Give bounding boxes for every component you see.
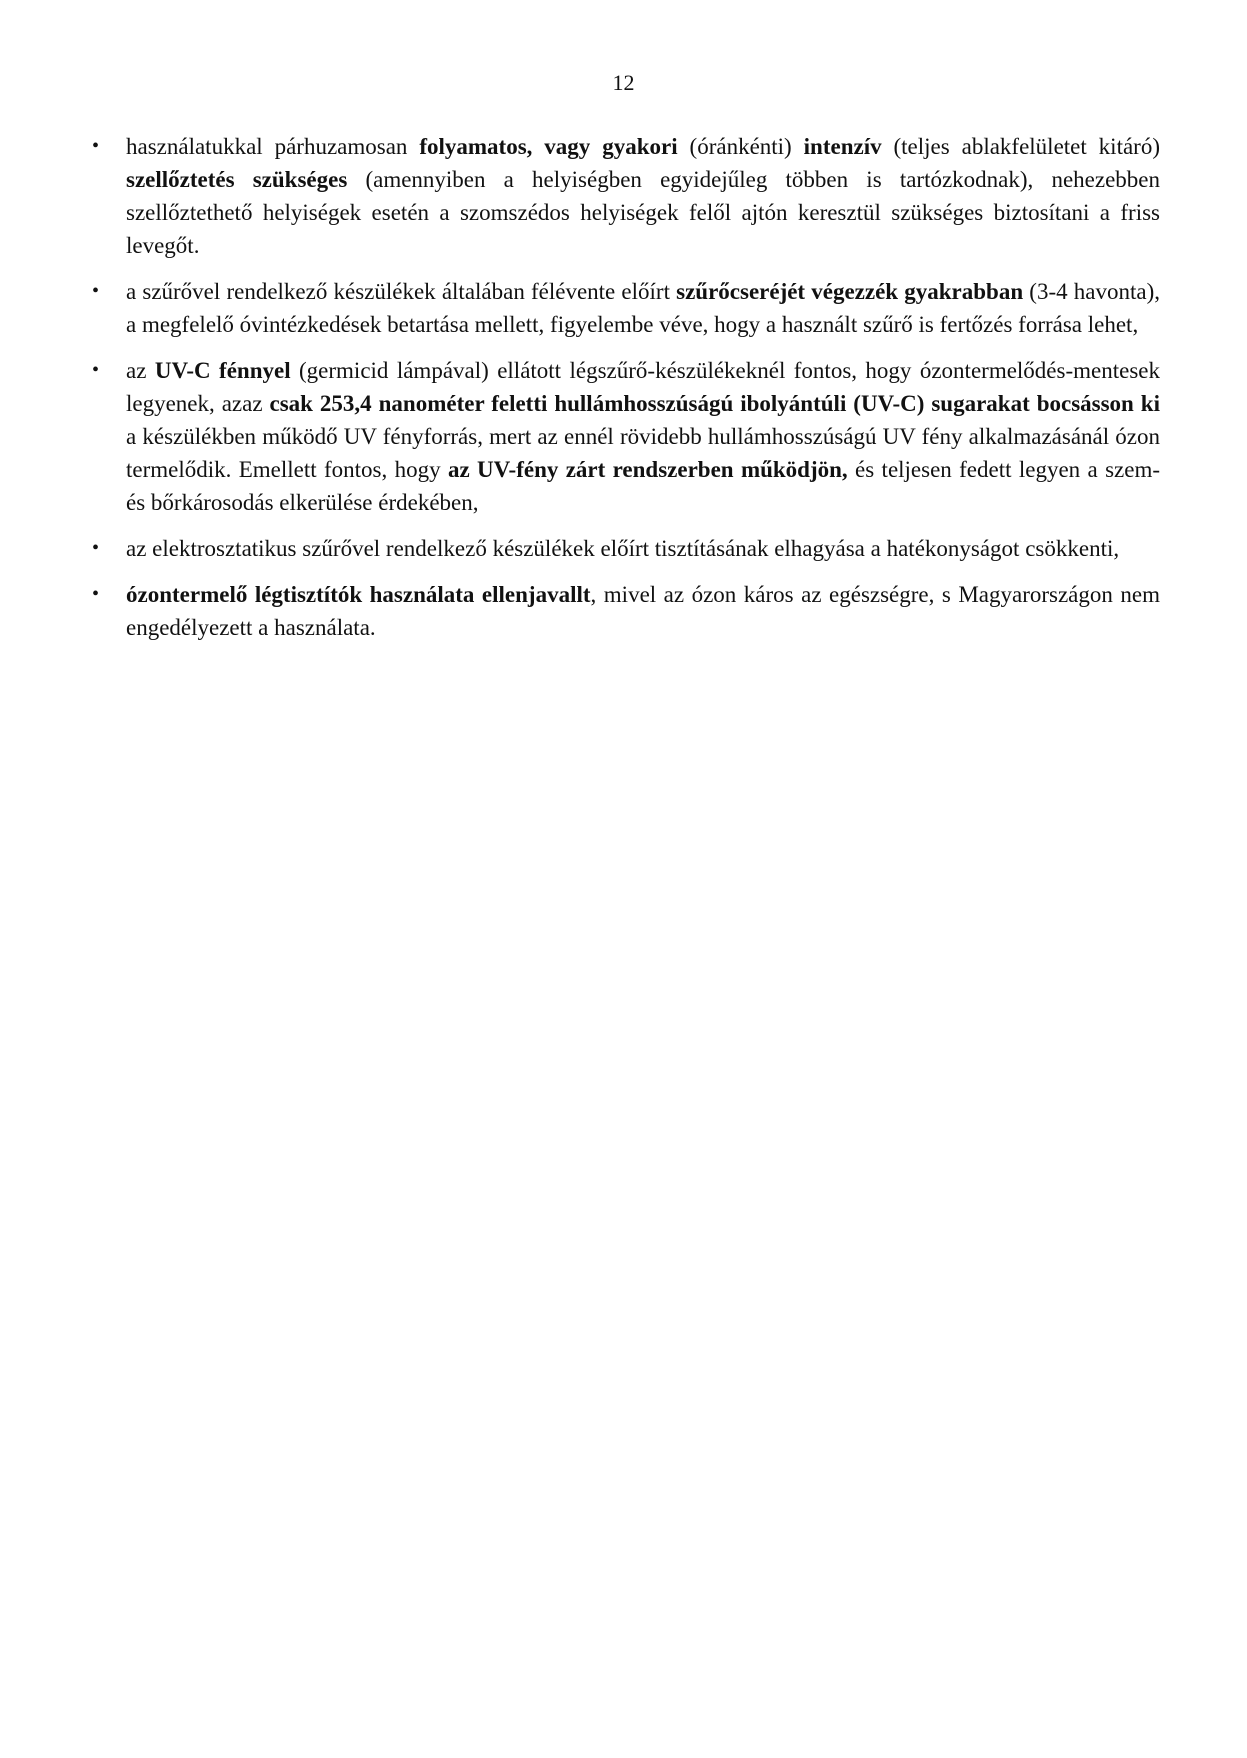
list-item (92, 578, 1160, 644)
text: az elektrosztatikus szűrővel rendelkező készülékek előírt tisztításának elhagyása a hatékonyságot csökkenti, (126, 536, 1120, 561)
list-item (92, 275, 1160, 341)
bullet-icon: • (92, 135, 100, 157)
bullet-icon: • (92, 537, 100, 559)
text: , mivel az ózon káros az egészségre, s Magyarországon nem engedélyezett a használata. (126, 582, 1160, 640)
list-item (92, 354, 1160, 519)
list-item (92, 532, 1160, 565)
list-item (92, 130, 1160, 262)
bullet-list (92, 130, 1160, 657)
text: (germicid lámpával) ellátott légszűrő-készülékeknél fontos, hogy ózontermelődés-mentesek legyenek, azaz (126, 358, 1160, 416)
text: az (126, 358, 155, 383)
bullet-icon: • (92, 280, 100, 302)
bold-text: az UV-fény zárt rendszerben működjön, (447, 457, 848, 482)
text: használatukkal párhuzamosan (126, 134, 420, 159)
bullet-icon: • (92, 359, 100, 381)
text: (teljes ablakfelületet kitáró) (881, 134, 1160, 159)
bold-text: folyamatos, vagy gyakori (419, 134, 678, 159)
text: a szűrővel rendelkező készülékek általában félévente előírt (126, 279, 677, 304)
bold-text: csak 253,4 nanométer feletti hullámhosszúságú ibolyántúli (UV-C) sugarakat bocsásson ki (269, 391, 1160, 416)
text: a készülékben működő UV fényforrás, mert az ennél rövidebb hullámhosszúságú UV fény alkalmazásánál ózon termelődik. Emellett fontos, hogy (126, 424, 1160, 482)
page-number: 12 (612, 70, 635, 95)
bold-text: UV-C fénnyel (154, 358, 291, 383)
text: (3-4 havonta), a megfelelő óvintézkedések betartása mellett, figyelembe véve, hogy a használt szűrő is fertőzés forrása lehet, (126, 279, 1160, 337)
text: és teljesen fedett legyen a szem- és bőrkárosodás elkerülése érdekében, (126, 457, 1160, 515)
text: (amennyiben a helyiségben egyidejűleg többen is tartózkodnak), nehezebben szellőztethető helyiségek esetén a szomszédos helyiségek felől ajtón keresztül szükséges biztosítani a friss levegőt. (126, 167, 1160, 258)
text: (óránkénti) (677, 134, 804, 159)
bold-text: szűrőcseréjét végezzék gyakrabban (676, 279, 1024, 304)
bold-text: szellőztetés szükséges (126, 167, 348, 192)
bullet-icon: • (92, 583, 100, 605)
bold-text: ózontermelő légtisztítók használata ellenjavallt (126, 582, 591, 607)
bold-text: intenzív (803, 134, 882, 159)
